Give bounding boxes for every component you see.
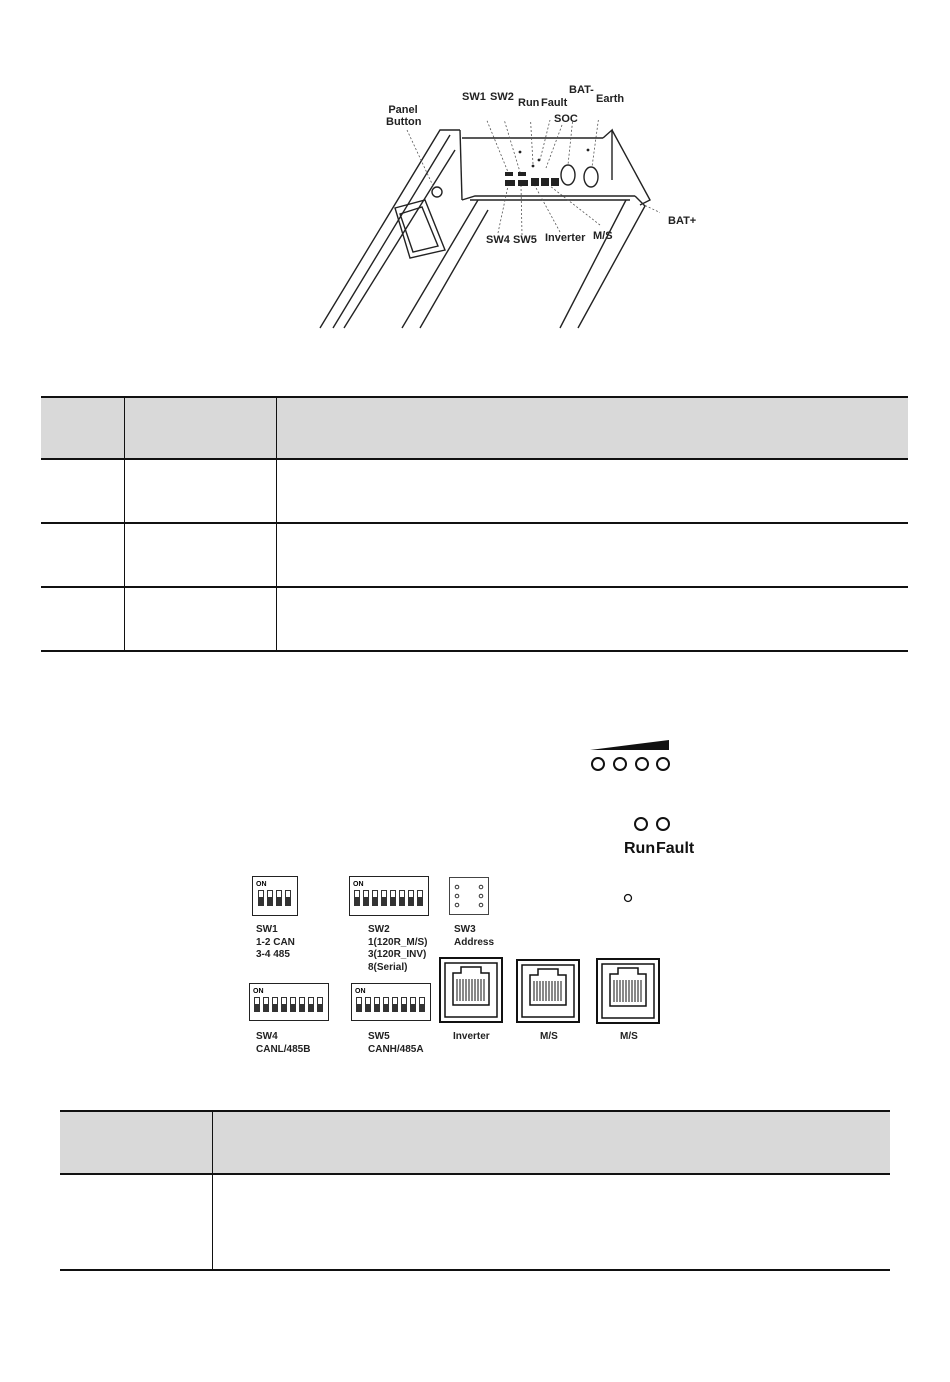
table-header-cell: [60, 1111, 212, 1174]
sw4-on-text: ON: [253, 988, 264, 995]
label-ms: M/S: [593, 230, 613, 242]
run-label: Run: [624, 840, 656, 857]
label-panel-button-text: Panel Button: [386, 104, 422, 129]
label-sw5: SW5: [513, 234, 537, 246]
table-row: [41, 523, 908, 587]
sw4-line1: CANL/485B: [256, 1043, 311, 1055]
table-cell: [124, 459, 276, 523]
port-inverter-label: Inverter: [453, 1031, 490, 1042]
table-cell: [60, 1174, 212, 1270]
table-cell: [276, 459, 908, 523]
soc-led-2: [614, 758, 626, 770]
label-run: Run: [518, 97, 540, 109]
port-ms1-label: M/S: [540, 1031, 558, 1042]
sw5-dip-switch[interactable]: [351, 983, 431, 1021]
sw1-dip-switch[interactable]: [252, 876, 298, 916]
sw3-labels: [454, 924, 494, 949]
table-header-row: [41, 397, 908, 459]
sw2-line3: 8(Serial): [368, 961, 408, 973]
label-sw4: SW4: [486, 234, 510, 246]
sw4-dip-switch[interactable]: [249, 983, 329, 1021]
inverter-port-icon[interactable]: [439, 957, 503, 1023]
run-led: [635, 818, 647, 830]
sw5-title: SW5: [368, 1031, 390, 1042]
label-sw2: SW2: [490, 91, 514, 103]
label-soc: SOC: [554, 113, 578, 125]
fault-led: [657, 818, 669, 830]
table-header-cell: [124, 397, 276, 459]
table-row: [41, 459, 908, 523]
table-cell: [124, 523, 276, 587]
sw4-labels: [256, 1031, 310, 1056]
sw3-address-switch[interactable]: [449, 877, 489, 915]
table-cell: [41, 587, 124, 651]
label-fault: Fault: [541, 97, 568, 109]
label-panel-button: [386, 104, 420, 128]
fault-label: Fault: [656, 840, 695, 857]
soc-led-4: [657, 758, 669, 770]
sw3-line1: Address: [454, 936, 495, 948]
sw1-line2: 3-4 485: [256, 949, 290, 960]
label-earth: Earth: [596, 93, 625, 105]
table-header-cell: [212, 1111, 890, 1174]
sw1-line1: 1-2 CAN: [256, 936, 295, 948]
table-header-cell: [276, 397, 908, 459]
run-fault-leds: [628, 812, 678, 836]
sw2-on-text: ON: [353, 881, 364, 888]
sw5-line1: CANH/485A: [368, 1043, 424, 1055]
sw2-dip-switch[interactable]: [349, 876, 429, 916]
label-bat-plus: BAT+: [668, 215, 697, 227]
sw5-on-text: ON: [355, 988, 366, 995]
sw2-labels: [368, 924, 427, 974]
soc-indicator: [585, 738, 675, 776]
port-ms2-label: M/S: [620, 1031, 638, 1042]
table-row: [41, 587, 908, 651]
panel-button-icon[interactable]: [622, 892, 634, 904]
table-panel-description: [60, 1110, 890, 1271]
ms-port-1-icon[interactable]: [516, 959, 580, 1023]
sw5-labels: [368, 1031, 424, 1056]
table-cell: [41, 459, 124, 523]
sw4-title: SW4: [256, 1031, 278, 1042]
table-cell: [41, 523, 124, 587]
sw1-title: SW1: [256, 924, 278, 935]
table-header-row: [60, 1111, 890, 1174]
ms-port-2-icon[interactable]: [596, 958, 660, 1024]
label-sw1: SW1: [462, 91, 486, 103]
table-row: [60, 1174, 890, 1270]
table-cell: [212, 1174, 890, 1270]
table-cell: [276, 523, 908, 587]
sw2-line2: 3(120R_INV): [368, 949, 427, 960]
soc-led-1: [592, 758, 604, 770]
table-cell: [124, 587, 276, 651]
sw2-line1: 1(120R_M/S): [368, 936, 428, 948]
table-cell: [276, 587, 908, 651]
sw1-on-text: ON: [256, 881, 267, 888]
label-bat-minus: BAT-: [569, 84, 594, 96]
sw3-title: SW3: [454, 924, 476, 935]
sw1-labels: [256, 924, 295, 962]
device-top-drawing: [300, 120, 660, 332]
soc-led-3: [636, 758, 648, 770]
soc-wedge-icon: [590, 740, 669, 750]
table-terminal-description: [41, 396, 908, 652]
table-header-cell: [41, 397, 124, 459]
label-inverter: Inverter: [545, 232, 586, 244]
sw2-title: SW2: [368, 924, 390, 935]
